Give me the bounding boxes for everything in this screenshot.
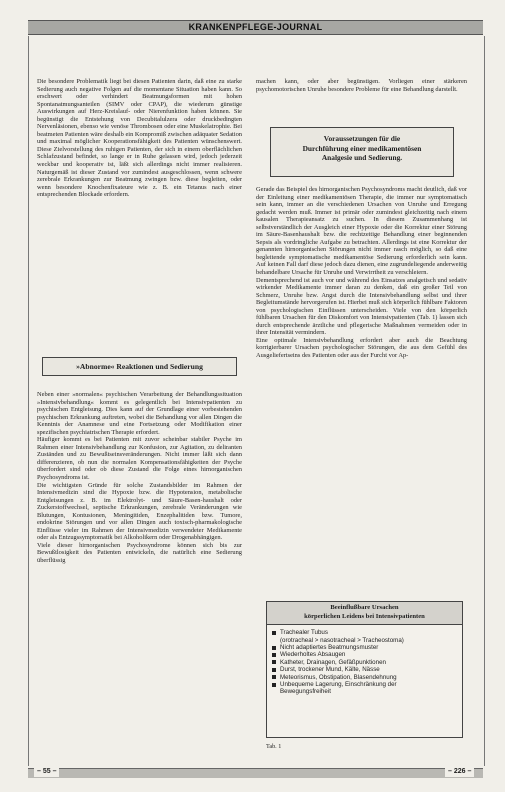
list-item: Durst, trockener Mund, Kälte, Nässe xyxy=(280,666,458,673)
list-item: Meteorismus, Obstipation, Blasendehnung xyxy=(280,674,458,681)
list-item: Unbequeme Lagerung, Einschränkung der xyxy=(280,681,458,688)
list-item: Trachealer Tubus xyxy=(280,629,458,636)
square-bullet-icon xyxy=(272,631,276,635)
left-paragraph-3: Häufiger kommt es bei Patienten mit zuvor scheinbar stabiler Psyche im Rahmen einer Intensivbehandlung zur Konfusion, zur Agitation, zu deliranten Zuständen und zu Bewußtseinsveränderungen. Nicht immer läßt sich dann differenzieren, ob nun die normalen Kompensationsfähigkeiten der Psyche überfordert sind oder ob diese Zustand die Folge eines hirnorganischen Psychosyndroms ist. xyxy=(37,436,242,482)
page-number-right: – 226 – xyxy=(445,767,474,777)
right-column xyxy=(256,78,467,93)
left-column-lower xyxy=(37,391,242,565)
right-column-lower xyxy=(256,186,467,360)
right-paragraph-4: Eine optimale Intensivbehandlung erfordert aber auch die Beachtung korrigierbarer Ursachen psychologischer Störungen, die aus dem Gefühl des Ausgeliefertseins des Patienten oder aus der Furcht vor Ap- xyxy=(256,336,467,360)
page-number-left: – 55 – xyxy=(34,767,59,777)
table-caption: Tab. 1 xyxy=(266,743,282,750)
left-paragraph-1: Die besondere Problematik liegt bei diesen Patienten darin, daß eine zu starke Sedierung auch negative Folgen auf die momentane Situation haben kann. So erschwert oder verhindert Beatmungsformen mit hohen Spontanatmungsanteilen (SIMV oder CPAP), die wiederum günstige Auswirkungen auf Herz-Kreislauf- oder Nierenfunktion haben können. Sie begünstigt die Entstehung von Decubitalulzera oder druckbedingten Nervenläsionen, ebenso wie venöse Thrombosen oder eine Muskelatrophie. Bei beatmeten Patienten wäre deshalb ein Kompromiß zwischen adäquater Sedation und maximal möglicher Kooperationsfähigkeit des Patienten wünschenswert. Diese Zielvorstellung des ruhigen Patienten, der sich in einem oberflächlichen Schlafzustand befindet, so lange er in Ruhe gelassen wird, jedoch jederzeit weckbar und kooperativ ist, läßt sich allerdings nicht immer realisieren. Naturgemäß ist dieser Zustand vor zumindest ausgeschlossen, wenn schwere zerebrale Erkrankungen zur Beatmung zwingen bzw. diese begleiten, oder wenn besondere Knochenfixateure wie z. B. ein Tetanus nach einer entsprechenden Blockade erfordern. xyxy=(37,78,242,199)
square-bullet-icon xyxy=(272,646,276,650)
square-bullet-icon xyxy=(272,653,276,657)
section-heading-voraussetzungen xyxy=(270,127,454,177)
table-heading-line-1: Beeinflußbare Ursachen xyxy=(330,604,399,611)
right-paragraph-2: Gerade das Beispiel des hirnorganischen Psychosyndroms macht deutlich, daß vor der Einleitung einer medikamentösen Therapie, die immer nur symptomatisch sein kann, immer an die verschiedenen Ursachen von Unruhe und Erregung gedacht werden muß. Immer ist primär oder zumindest gleichzeitig nach einem kausalen Therapieansatz zu suchen. In diesem Zusammenhang ist selbstverständlich der Ausgleich einer Hypoxie oder die Korrektur einer Störung im Säure-Basenhaushalt bzw. die rechtzeitige Behandlung einer beginnenden Sepsis als vordringliche Aufgabe zu betrachten. Allerdings ist eine Korrektur der genannten hirnorganischen Störungen nicht immer rasch möglich, so daß eine begleitende symptomatische medikamentöse Sedierung erforderlich sein kann. Auf keinen Fall darf diese jedoch dazu dienen, eine zugrundeliegende anderweitig behandelbare Ursache für Unruhe und Verwirrtheit zu verschleiern. xyxy=(256,186,467,277)
table-heading-line-2: körperlichen Leidens bei Intensivpatienten xyxy=(304,612,425,620)
list-item: Katheter, Drainagen, Gefäßpunktionen xyxy=(280,659,458,666)
left-paragraph-2: Neben einer »normalen« psychischen Verarbeitung der Behandlungssituation »Intensivbehandlung« kommt es gelegentlich bei Intensivpatienten zu psychischen Entgleisung. Dies kann auf der Grundlage einer vorbestehenden psychischen Erkrankung auftreten, wobei die Behandlung vor allen Dingen die Kenntnis der Anamnese und eine Fortsetzung oder Modifikation einer spezifischen psychiatrischen Therapie erfordert. xyxy=(37,391,242,436)
list-item-continuation: Bewegungsfreiheit xyxy=(280,688,331,696)
left-column xyxy=(37,78,242,199)
square-bullet-icon xyxy=(272,683,276,687)
square-bullet-icon xyxy=(272,675,276,679)
heading-line-1: Voraussetzungen für die xyxy=(323,134,401,143)
left-paragraph-5: Viele dieser hirnorganischen Psychosyndrome können sich bis zur Bewußtlosigkeit des Patienten entwickeln, die natürlich eine Sedierung überflüssig xyxy=(37,541,242,565)
list-item: Wiederholtes Absaugen xyxy=(280,651,458,658)
table-1-box xyxy=(266,601,463,738)
list-item-continuation: (orotracheal > nasotracheal > Tracheostoma) xyxy=(280,636,404,644)
list-item: Nicht adaptiertes Beatmungsmuster xyxy=(280,644,458,651)
heading-line-3: Analgesie und Sedierung. xyxy=(321,153,403,162)
heading-line-2: Durchführung einer medikamentösen xyxy=(302,143,422,153)
table-list xyxy=(267,629,462,696)
left-paragraph-4: Die wichtigsten Gründe für solche Zustandsbilder im Rahmen der Intensivmedizin sind die Hypoxie bzw. die Hypotension, metabolische Entgleisungen z. B. im Elektrolyt- und Säure-Basen-haushalt oder Zuckerstoffwechsel, septische Erkrankungen, zerebrale Veränderungen wie Blutungen, Kontusionen, Meningitiden, Enzephalitiden bzw. Tumore, endokrine Störungen und vor allen Dingen auch toxisch-pharmakologische Einflüsse vieler im Rahmen der Intensivmedizin verwendeter Medikamente oder als Entzugssymptomatik bei Alkoholikern oder Drogenabhängigen. xyxy=(37,481,242,542)
footer-rule xyxy=(28,768,483,778)
section-heading-abnorme-reaktionen: »Abnorme« Reaktionen und Sedierung xyxy=(42,357,237,376)
right-paragraph-1: machen kann, oder aber begünstigen. Vorliegen einer stärkeren psychomotorischen Unruhe besondere Probleme für eine Behandlung darstellt. xyxy=(256,78,467,93)
right-paragraph-3: Dementsprechend ist auch vor und während des Einsatzes analgetisch und sedativ wirkender Medikamente immer daran zu denken, daß ein großer Teil von Schmerz, Unruhe bzw. Angst durch die Intensivbehandlung selbst und ihrer Begleitumstände hervorgerufen ist. Hierbei muß sich körperlich fühlbare Faktoren von psychologischen Einflüssen unterscheiden. Viele von den körperlich fühlbaren Ursachen für den Diskomfort von Intensivpatienten (Tab. 1) lassen sich durch entsprechende ärztliche und pflegerische Maßnahmen vermeiden oder in ihrer Intensität vermindern. xyxy=(256,276,467,337)
header-band xyxy=(28,20,483,35)
table-heading xyxy=(267,602,462,625)
square-bullet-icon xyxy=(272,660,276,664)
square-bullet-icon xyxy=(272,668,276,672)
journal-title: KRANKENPFLEGE-JOURNAL xyxy=(188,22,323,32)
